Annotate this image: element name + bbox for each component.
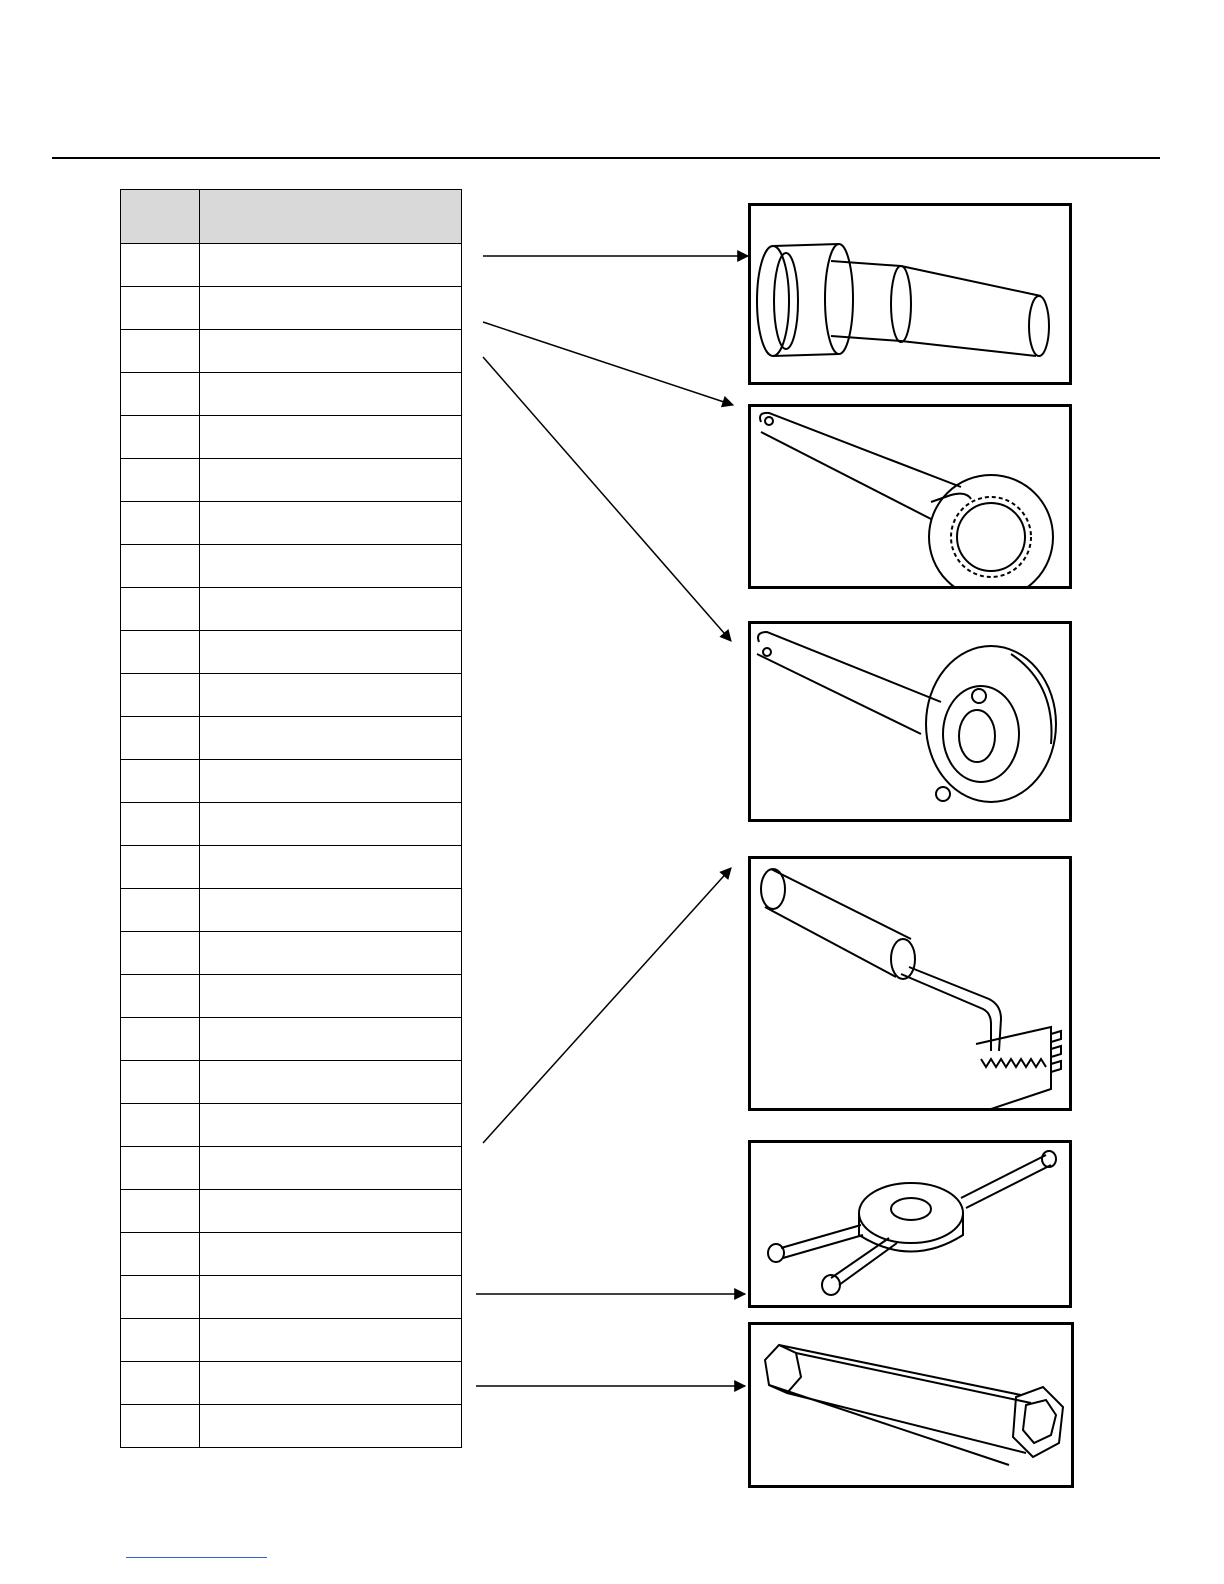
tool-image-5 bbox=[748, 1140, 1072, 1308]
stepped-socket-tool-icon bbox=[751, 206, 1069, 382]
tool-image-1 bbox=[748, 203, 1072, 385]
callout-arrow bbox=[483, 357, 731, 641]
tool-image-6 bbox=[748, 1322, 1074, 1488]
callout-arrow bbox=[483, 868, 731, 1143]
pin-spanner-wrench-icon bbox=[751, 624, 1069, 819]
hex-socket-tube-tool-icon bbox=[751, 1325, 1071, 1485]
footer-link[interactable] bbox=[126, 1557, 267, 1558]
toothed-segment-tool-icon bbox=[751, 859, 1069, 1108]
tool-image-2 bbox=[748, 404, 1072, 589]
tool-image-4 bbox=[748, 856, 1072, 1111]
splined-ring-wrench-icon bbox=[751, 407, 1069, 586]
clamp-ring-bolt-tool-icon bbox=[751, 1143, 1069, 1305]
callout-arrow bbox=[483, 322, 733, 405]
tool-image-3 bbox=[748, 621, 1072, 822]
